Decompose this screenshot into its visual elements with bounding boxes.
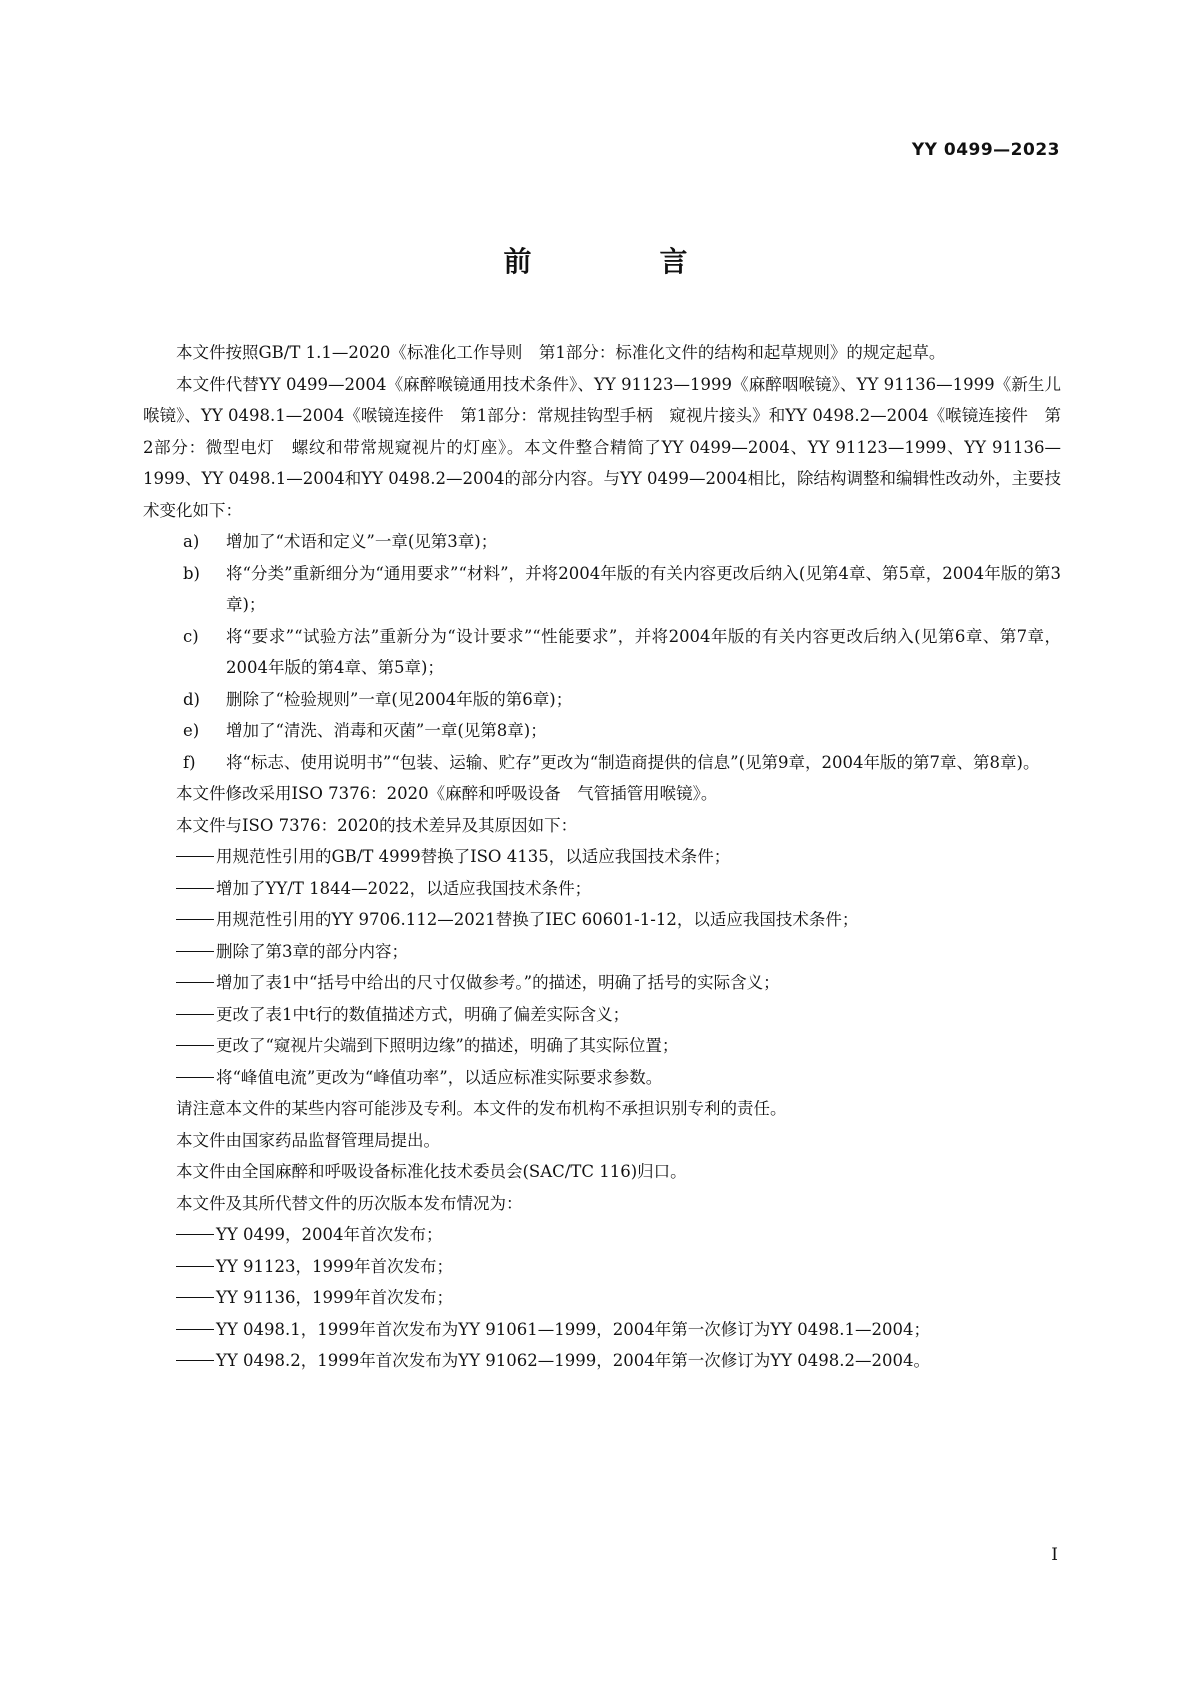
dash-mark — [176, 1077, 214, 1078]
difference-text: 更改了“窥视片尖端到下照明边缘”的描述，明确了其实际位置； — [216, 1036, 679, 1055]
document-code: YY 0499—2023 — [911, 140, 1060, 160]
change-item — [143, 621, 1061, 684]
version-history-list — [143, 1219, 1061, 1377]
change-text: 增加了“术语和定义”一章(见第3章)； — [226, 532, 498, 551]
proposer-statement: 本文件由国家药品监督管理局提出。 — [176, 1130, 440, 1150]
difference-item — [143, 873, 1061, 905]
change-text: 将“分类”重新细分为“通用要求”“材料”，并将2004年版的有关内容更改后纳入(见第4章、第5章，2004年版的第3章)； — [226, 563, 1061, 614]
dash-mark — [176, 1014, 214, 1015]
drafting-basis-paragraph: 本文件按照GB/T 1.1—2020《标准化工作导则 第1部分：标准化文件的结构和起草规则》的规定起草。 — [176, 343, 946, 362]
history-text: YY 91136，1999年首次发布； — [216, 1288, 454, 1307]
change-item — [143, 526, 1061, 558]
history-item — [143, 1345, 1061, 1377]
dash-mark — [176, 951, 214, 952]
list-marker: e) — [183, 721, 200, 740]
page-number: I — [1051, 1545, 1058, 1565]
difference-text: 增加了表1中“括号中给出的尺寸仅做参考。”的描述，明确了括号的实际含义； — [216, 973, 780, 992]
difference-item — [143, 904, 1061, 936]
list-marker: c) — [183, 626, 199, 646]
list-marker: d) — [183, 689, 200, 709]
change-text: 增加了“清洗、消毒和灭菌”一章(见第8章)； — [226, 721, 547, 740]
document-body — [143, 337, 1061, 1377]
list-marker: f) — [183, 752, 196, 772]
technical-changes-list — [143, 526, 1061, 778]
dash-mark — [176, 982, 214, 983]
change-text: 将“标志、使用说明书”“包装、运输、贮存”更改为“制造商提供的信息”(见第9章，2004年版的第7章、第8章)。 — [226, 752, 1040, 772]
history-text: YY 0499，2004年首次发布； — [216, 1225, 443, 1244]
difference-text: 用规范性引用的GB/T 4999替换了ISO 4135，以适应我国技术条件； — [216, 847, 731, 866]
difference-item — [143, 1030, 1061, 1062]
committee-statement: 本文件由全国麻醉和呼吸设备标准化技术委员会(SAC/TC 116)归口。 — [176, 1162, 687, 1181]
difference-text: 用规范性引用的YY 9706.112—2021替换了IEC 60601-1-12，以适应我国技术条件； — [216, 910, 859, 929]
dash-mark — [176, 856, 214, 857]
history-item — [143, 1282, 1061, 1314]
change-text: 删除了“检验规则”一章(见2004年版的第6章)； — [226, 689, 573, 709]
adoption-statement: 本文件修改采用ISO 7376：2020《麻醉和呼吸设备 气管插管用喉镜》。 — [176, 784, 718, 803]
change-text: 将“要求”“试验方法”重新分为“设计要求”“性能要求”，并将2004年版的有关内容更改后纳入(见第6章、第7章，2004年版的第4章、第5章)； — [226, 626, 1061, 677]
history-intro: 本文件及其所代替文件的历次版本发布情况为： — [176, 1193, 523, 1213]
dash-mark — [176, 919, 214, 920]
difference-item — [143, 841, 1061, 873]
dash-mark — [176, 1329, 214, 1330]
history-item — [143, 1219, 1061, 1251]
difference-item — [143, 936, 1061, 968]
list-marker: b) — [183, 563, 200, 583]
history-item — [143, 1314, 1061, 1346]
dash-mark — [176, 1234, 214, 1235]
difference-item — [143, 967, 1061, 999]
difference-text: 将“峰值电流”更改为“峰值功率”，以适应标准实际要求参数。 — [216, 1067, 663, 1087]
change-item — [143, 715, 1061, 747]
technical-differences-list — [143, 841, 1061, 1093]
dash-mark — [176, 1045, 214, 1046]
page-title: 前 言 — [503, 245, 738, 278]
history-text: YY 0498.2，1999年首次发布为YY 91062—1999，2004年第一次修订为YY 0498.2—2004。 — [216, 1351, 931, 1370]
difference-item — [143, 999, 1061, 1031]
difference-item — [143, 1062, 1061, 1094]
history-text: YY 0498.1，1999年首次发布为YY 91061—1999，2004年第一次修订为YY 0498.1—2004； — [216, 1319, 931, 1339]
replacement-paragraph: 本文件代替YY 0499—2004《麻醉喉镜通用技术条件》、YY 91123—1999《麻醉咽喉镜》、YY 91136—1999《新生儿喉镜》、YY 0498.1—2004《喉镜连接件 第1部分：常规挂钩型手柄 窥视片接头》和YY 0498.2—2004《喉镜连接件 第2部分：微型电灯 螺纹和带常规窥视片的灯座》。本文件整合精简了YY 0499—2004、YY 91123—1999、YY 91136—1999、YY 0498.1—2004和YY 0498.2—2004的部分内容。与YY 0499—2004相比，除结构调整和编辑性改动外，主要技术变化如下： — [143, 374, 1062, 520]
dash-mark — [176, 1360, 214, 1361]
change-item — [143, 558, 1061, 621]
difference-text: 增加了YY/T 1844—2022，以适应我国技术条件； — [216, 878, 592, 898]
history-text: YY 91123，1999年首次发布； — [216, 1256, 454, 1276]
dash-mark — [176, 1266, 214, 1267]
list-marker: a) — [183, 532, 200, 551]
history-item — [143, 1251, 1061, 1283]
patent-notice: 请注意本文件的某些内容可能涉及专利。本文件的发布机构不承担识别专利的责任。 — [176, 1099, 787, 1118]
difference-text: 删除了第3章的部分内容； — [216, 941, 408, 961]
change-item — [143, 684, 1061, 716]
change-item — [143, 747, 1061, 779]
dash-mark — [176, 1297, 214, 1298]
dash-mark — [176, 888, 214, 889]
difference-text: 更改了表1中t行的数值描述方式，明确了偏差实际含义； — [216, 1004, 630, 1024]
differences-intro: 本文件与ISO 7376：2020的技术差异及其原因如下： — [176, 815, 578, 835]
